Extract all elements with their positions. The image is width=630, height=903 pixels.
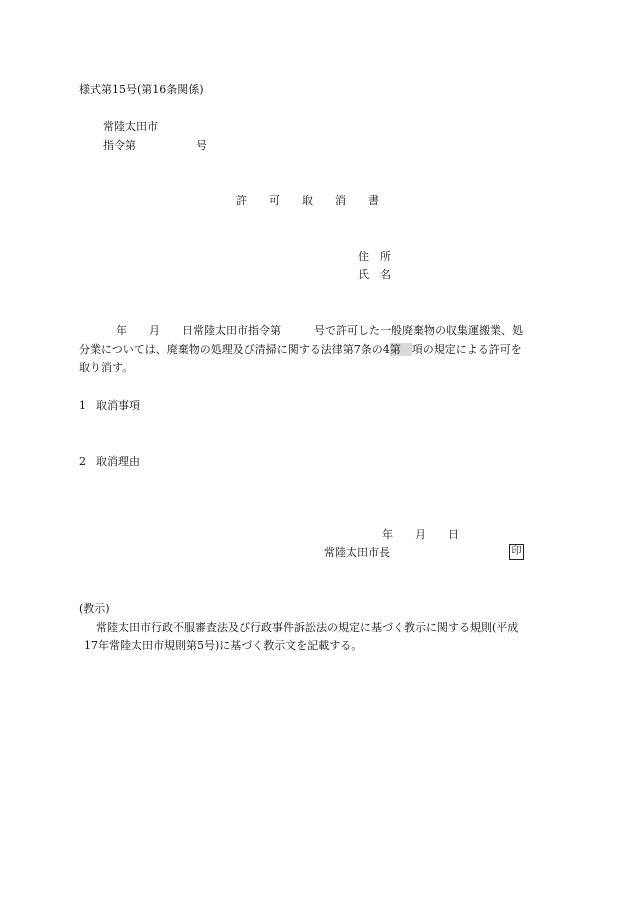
directive-suffix: 号: [196, 139, 207, 152]
signature-date: 年 月 日: [382, 528, 459, 541]
name-label: 氏 名: [358, 268, 391, 281]
item-2-number: 2: [79, 455, 86, 468]
issuer-city: 常陸太田市: [103, 120, 158, 133]
notice-heading: (教示): [79, 602, 110, 615]
address-label: 住 所: [358, 250, 391, 263]
body-line-2: [79, 343, 522, 357]
item-2-label: 取消理由: [96, 455, 140, 468]
mayor-title: 常陸太田市長: [324, 546, 390, 559]
item-1-label: 取消事項: [96, 399, 140, 412]
body-line-2-post: 項の規定による許可を: [411, 343, 522, 356]
body-line-2-highlight: 第: [389, 343, 412, 356]
item-1-number: 1: [79, 399, 86, 412]
notice-line-1: 常陸太田市行政不服審査法及び行政事件訴訟法の規定に基づく教示に関する規則(平成: [96, 621, 519, 634]
form-label: 様式第15号(第16条関係): [79, 83, 204, 96]
body-line-1: 年 月 日常陸太田市指令第 号で許可した一般廃棄物の収集運搬業、処: [116, 324, 523, 337]
body-line-2-pre: 分業については、廃棄物の処理及び清掃に関する法律第7条の4: [79, 343, 390, 356]
document-title: 許 可 取 消 書: [236, 194, 379, 207]
notice-line-2: 17年常陸太田市規則第5号)に基づく教示文を記載する。: [84, 639, 363, 652]
seal-box: 印: [509, 544, 524, 560]
body-line-3: 取り消す。: [79, 361, 134, 374]
directive-prefix: 指令第: [103, 139, 136, 152]
